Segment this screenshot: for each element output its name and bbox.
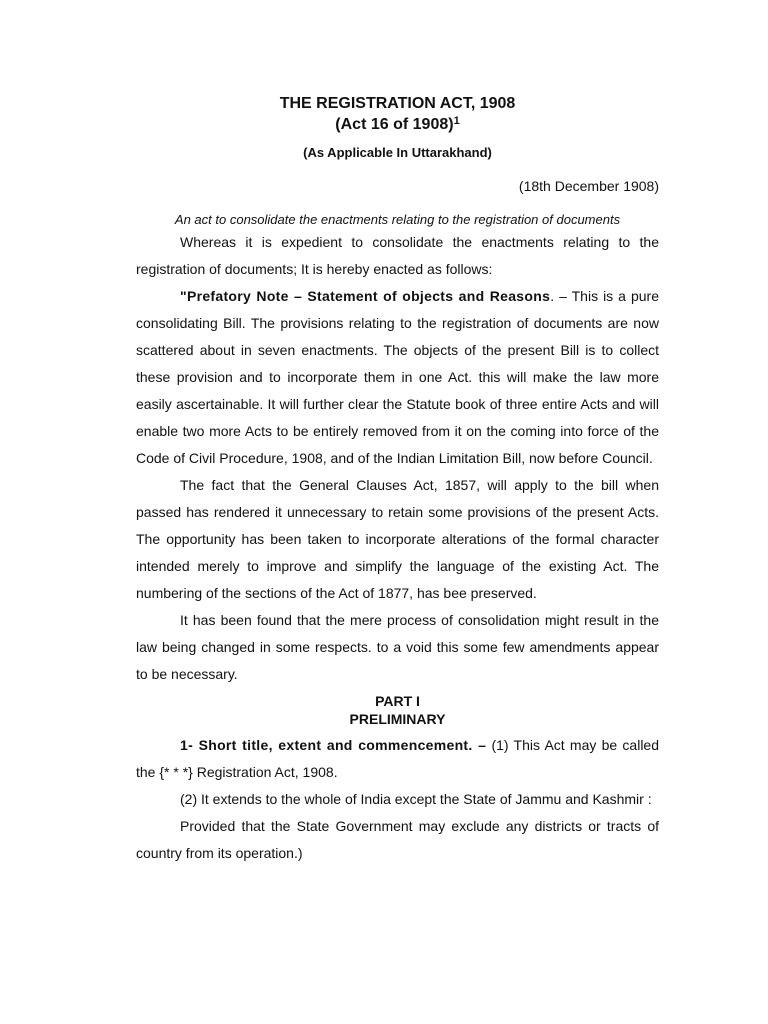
footnote-marker: 1 xyxy=(453,115,460,127)
consolidation-paragraph: It has been found that the mere process of consolidation might result in the law being changed in some respects. to a void this some few amendments appear to be necessary. xyxy=(136,612,659,682)
part-title: PRELIMINARY xyxy=(349,711,446,727)
section-1-paragraph xyxy=(136,732,659,786)
proviso-paragraph: Provided that the State Government may exclude any districts or tracts of country from its operation.) xyxy=(136,818,659,861)
part-heading xyxy=(136,692,659,728)
document-page xyxy=(136,93,659,867)
section-1-text: (1) This Act may be called the {* * *} Registration Act, 1908. xyxy=(136,737,659,780)
section-1-subsection-2: (2) It extends to the whole of India except the State of Jammu and Kashmir : xyxy=(180,791,652,807)
act-title-line2: (Act 16 of 1908) xyxy=(335,116,454,133)
section-1-heading: 1- Short title, extent and commencement. – xyxy=(180,737,487,753)
prefatory-note-paragraph xyxy=(136,283,659,472)
act-date: (18th December 1908) xyxy=(518,178,659,194)
prefatory-note-heading: "Prefatory Note – Statement of objects and Reasons xyxy=(180,288,551,304)
prefatory-note-text: . – This is a pure consolidating Bill. The provisions relating to the registration of documents are now scattered about in seven enactments. The objects of the present Bill is to collect these provision and to incorporate them in one Act. this will make the law more easily ascertainable. It will further clear the Statute book of three entire Acts and will enable two more Acts to be entirely removed from it on the coming into force of the Code of Civil Procedure, 1908, and of the Indian Limitation Bill, now before Council. xyxy=(136,288,659,466)
whereas-paragraph: Whereas it is expedient to consolidate the enactments relating to the registration of documents; It is hereby enacted as follows: xyxy=(136,234,659,277)
applicability-note: (As Applicable In Uttarakhand) xyxy=(303,145,492,160)
general-clauses-paragraph: The fact that the General Clauses Act, 1857, will apply to the bill when passed has rendered it unnecessary to retain some provisions of the present Acts. The opportunity has been taken to incorporate alterations of the formal character intended merely to improve and simplify the language of the existing Act. The numbering of the sections of the Act of 1877, has bee preserved. xyxy=(136,477,659,601)
act-title-line1: THE REGISTRATION ACT, 1908 xyxy=(279,95,516,112)
preamble: An act to consolidate the enactments relating to the registration of documents xyxy=(174,212,621,227)
part-label: PART I xyxy=(375,693,420,709)
act-title xyxy=(136,93,659,135)
